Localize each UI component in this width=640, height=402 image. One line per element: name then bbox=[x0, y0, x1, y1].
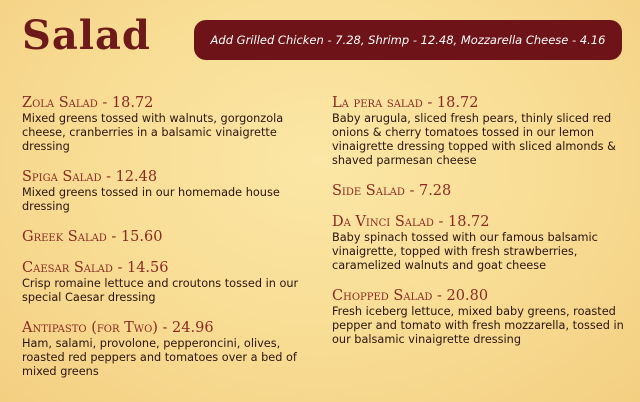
menu-item-name: Chopped Salad - 20.80 bbox=[332, 288, 489, 304]
menu-item-name: Zola Salad - 18.72 bbox=[22, 95, 154, 111]
menu-item bbox=[22, 320, 318, 379]
menu-item-name: Antipasto (for Two) - 24.96 bbox=[22, 320, 214, 336]
menu-column-left bbox=[22, 95, 318, 379]
menu-item bbox=[22, 229, 318, 246]
menu-item-description: Baby spinach tossed with our famous balsamic vinaigrette, topped with fresh strawberries, caramelized walnuts and goat cheese bbox=[332, 231, 598, 272]
addons-banner: Add Grilled Chicken - 7.28, Shrimp - 12.48, Mozzarella Cheese - 4.16 bbox=[194, 20, 622, 60]
menu-item bbox=[22, 169, 318, 214]
menu-item-name: Side Salad - 7.28 bbox=[332, 183, 452, 199]
menu-item-description: Mixed greens tossed with walnuts, gorgonzola cheese, cranberries in a balsamic vinaigrette dressing bbox=[22, 112, 284, 153]
menu-item-description: Ham, salami, provolone, pepperoncini, olives, roasted red peppers and tomatoes over a bed of mixed greens bbox=[22, 337, 297, 378]
menu-column-right bbox=[332, 95, 626, 347]
menu-item bbox=[22, 260, 318, 305]
menu-item-description: Fresh iceberg lettuce, mixed baby greens, roasted pepper and tomato with fresh mozzarella, tossed in our balsamic vinaigrette dressing bbox=[332, 305, 624, 346]
menu-item-description: Baby arugula, sliced fresh pears, thinly sliced red onions & cherry tomatoes tossed in our lemon vinaigrette dressing topped with sliced almonds & shaved parmesan cheese bbox=[332, 112, 616, 167]
menu-item bbox=[22, 95, 318, 154]
page-title: Salad bbox=[22, 12, 151, 59]
menu-item bbox=[332, 183, 626, 200]
menu-item-name: Da Vinci Salad - 18.72 bbox=[332, 214, 490, 230]
menu-item-name: Caesar Salad - 14.56 bbox=[22, 260, 169, 276]
menu-item-name: Greek Salad - 15.60 bbox=[22, 229, 163, 245]
menu-item bbox=[332, 95, 626, 168]
menu-item bbox=[332, 214, 626, 273]
menu-item bbox=[332, 288, 626, 347]
menu-item-description: Mixed greens tossed in our homemade house dressing bbox=[22, 186, 280, 213]
menu-item-description: Crisp romaine lettuce and croutons tossed in our special Caesar dressing bbox=[22, 277, 299, 304]
menu-item-name: La pera salad - 18.72 bbox=[332, 95, 479, 111]
menu-item-name: Spiga Salad - 12.48 bbox=[22, 169, 158, 185]
